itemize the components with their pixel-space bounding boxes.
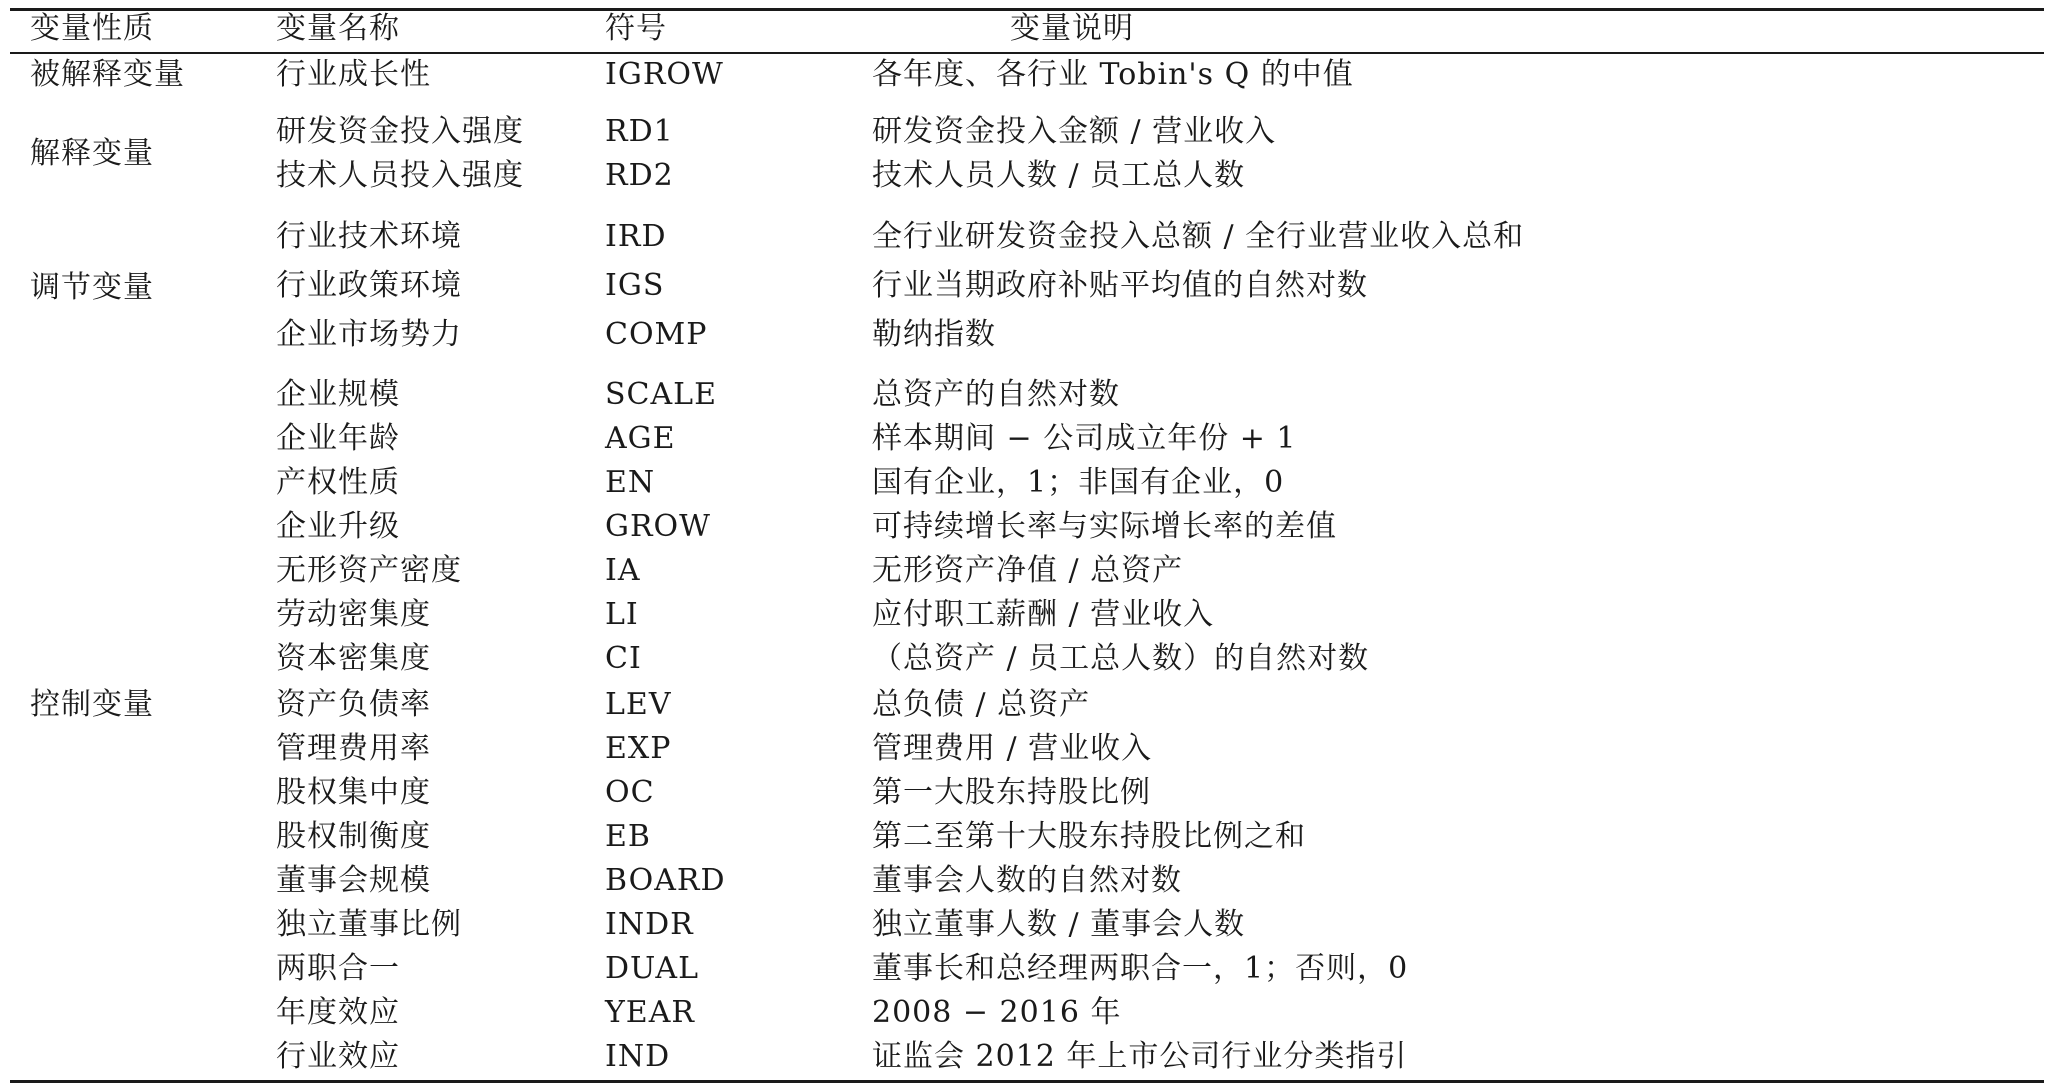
row-symbol: IGROW <box>605 57 724 92</box>
row-description: 董事长和总经理两职合一，1；否则，0 <box>872 951 1409 986</box>
row-name: 股权集中度 <box>276 775 431 810</box>
row-name: 企业市场势力 <box>276 317 462 352</box>
row-name: 行业成长性 <box>276 57 431 92</box>
row-description: 独立董事人数 / 董事会人数 <box>872 907 1246 942</box>
row-name: 股权制衡度 <box>276 819 431 854</box>
row-name: 行业政策环境 <box>276 268 462 303</box>
group-label-explanatory: 解释变量 <box>30 136 154 171</box>
row-symbol: YEAR <box>605 995 695 1030</box>
row-description: 应付职工薪酬 / 营业收入 <box>872 597 1215 632</box>
row-description: 勒纳指数 <box>872 317 996 352</box>
row-description: 研发资金投入金额 / 营业收入 <box>872 114 1277 149</box>
group-label-dependent: 被解释变量 <box>30 57 185 92</box>
row-symbol: OC <box>605 775 655 810</box>
row-symbol: IGS <box>605 268 665 303</box>
row-name: 产权性质 <box>276 465 400 500</box>
row-name: 企业升级 <box>276 509 400 544</box>
row-name: 管理费用率 <box>276 731 431 766</box>
row-symbol: LEV <box>605 687 672 722</box>
row-description: 第一大股东持股比例 <box>872 775 1151 810</box>
header-description: 变量说明 <box>1010 11 1134 46</box>
row-symbol: IND <box>605 1039 671 1074</box>
header-variable-name: 变量名称 <box>276 11 400 46</box>
row-description: 总负债 / 总资产 <box>872 687 1091 722</box>
row-description: 无形资产净值 / 总资产 <box>872 553 1184 588</box>
row-symbol: RD2 <box>605 158 674 193</box>
group-label-control: 控制变量 <box>30 687 154 722</box>
row-symbol: LI <box>605 597 639 632</box>
row-symbol: EB <box>605 819 651 854</box>
row-symbol: COMP <box>605 317 708 352</box>
row-symbol: RD1 <box>605 114 674 149</box>
row-symbol: EXP <box>605 731 672 766</box>
row-name: 企业年龄 <box>276 421 400 456</box>
row-description: 2008 − 2016 年 <box>872 995 1122 1030</box>
row-symbol: SCALE <box>605 377 717 412</box>
header-variable-type: 变量性质 <box>30 11 154 46</box>
group-label-moderating: 调节变量 <box>30 270 154 305</box>
row-description: 各年度、各行业 Tobin's Q 的中值 <box>872 57 1354 92</box>
row-description: 管理费用 / 营业收入 <box>872 731 1153 766</box>
row-name: 独立董事比例 <box>276 907 462 942</box>
row-symbol: IA <box>605 553 641 588</box>
row-description: 样本期间 − 公司成立年份 + 1 <box>872 421 1297 456</box>
row-symbol: INDR <box>605 907 694 942</box>
header-symbol: 符号 <box>605 11 667 46</box>
row-description: 行业当期政府补贴平均值的自然对数 <box>872 268 1368 303</box>
row-name: 劳动密集度 <box>276 597 431 632</box>
row-name: 企业规模 <box>276 377 400 412</box>
table-header-rule <box>10 52 2044 54</box>
row-name: 行业效应 <box>276 1039 400 1074</box>
row-symbol: AGE <box>605 421 676 456</box>
row-description: 总资产的自然对数 <box>872 377 1120 412</box>
row-description: 董事会人数的自然对数 <box>872 863 1182 898</box>
row-symbol: BOARD <box>605 863 726 898</box>
row-name: 两职合一 <box>276 951 400 986</box>
row-symbol: IRD <box>605 219 667 254</box>
row-name: 董事会规模 <box>276 863 431 898</box>
row-description: 证监会 2012 年上市公司行业分类指引 <box>872 1039 1408 1074</box>
row-name: 无形资产密度 <box>276 553 462 588</box>
row-symbol: EN <box>605 465 656 500</box>
row-symbol: DUAL <box>605 951 699 986</box>
row-name: 年度效应 <box>276 995 400 1030</box>
row-description: 第二至第十大股东持股比例之和 <box>872 819 1306 854</box>
row-symbol: GROW <box>605 509 711 544</box>
row-description: 全行业研发资金投入总额 / 全行业营业收入总和 <box>872 219 1525 254</box>
row-name: 资本密集度 <box>276 641 431 676</box>
row-description: 国有企业，1；非国有企业，0 <box>872 465 1285 500</box>
row-description: （总资产 / 员工总人数）的自然对数 <box>872 641 1370 676</box>
row-description: 可持续增长率与实际增长率的差值 <box>872 509 1337 544</box>
table-bottom-rule <box>10 1080 2044 1083</box>
row-description: 技术人员人数 / 员工总人数 <box>872 158 1246 193</box>
row-name: 研发资金投入强度 <box>276 114 524 149</box>
row-symbol: CI <box>605 641 642 676</box>
row-name: 行业技术环境 <box>276 219 462 254</box>
row-name: 资产负债率 <box>276 687 431 722</box>
row-name: 技术人员投入强度 <box>276 158 524 193</box>
